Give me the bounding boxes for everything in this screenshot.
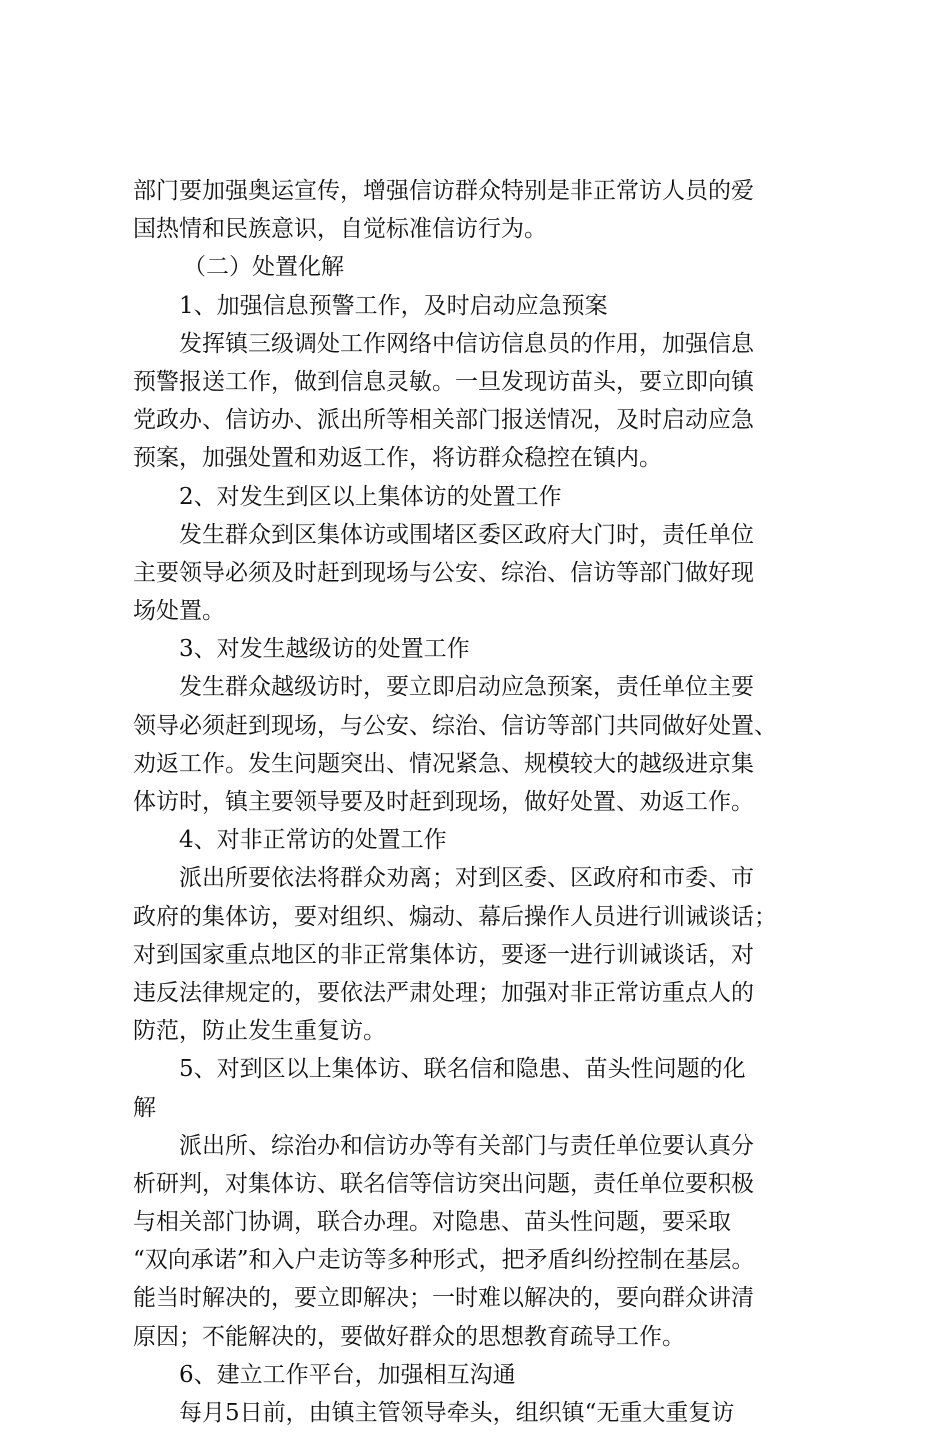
text-line: 派出所、综治办和信访办等有关部门与责任单位要认真分 [179,1132,754,1159]
text-line: 部门要加强奥运宣传，增强信访群众特别是非正常访人员的爱 [133,178,754,204]
text-line: 能当时解决的，要立即解决；一时难以解决的，要向群众讲清 [133,1285,754,1312]
text-line: 主要领导必须及时赶到现场与公安、综治、信访等部门做好现 [133,559,754,586]
text-line: 发挥镇三级调处工作网络中信访信息员的作用，加强信息 [179,330,754,357]
text-line: 每月5日前，由镇主管领导牵头，组织镇“无重大重复访 [179,1400,735,1426]
text-line: 3、对发生越级访的处置工作 [179,636,470,663]
text-line: 违反法律规定的，要依法严肃处理；加强对非正常访重点人的 [133,979,754,1006]
text-line: 解 [133,1094,156,1121]
text-line: 场处置。 [133,598,225,625]
text-line: 领导必须赶到现场，与公安、综治、信访等部门共同做好处置、 [133,712,777,739]
text-line: 6、建立工作平台，加强相互沟通 [179,1361,516,1388]
text-line: 与相关部门协调，联合办理。对隐患、苗头性问题，要采取 [133,1209,731,1236]
text-line: 党政办、信访办、派出所等相关部门报送情况，及时启动应急 [133,407,754,434]
text-line: 体访时，镇主要领导要及时赶到现场，做好处置、劝返工作。 [133,789,754,815]
text-line: 发生群众到区集体访或围堵区委区政府大门时，责任单位 [179,521,754,548]
text-line: 4、对非正常访的处置工作 [179,827,447,854]
text-line: 5、对到区以上集体访、联名信和隐患、苗头性问题的化 [179,1056,746,1083]
text-line: “双向承诺”和入户走访等多种形式，把矛盾纠纷控制在基层。 [133,1247,755,1274]
text-line: 1、加强信息预警工作，及时启动应急预案 [179,292,608,319]
text-line: 政府的集体访，要对组织、煽动、幕后操作人员进行训诫谈话； [133,903,777,930]
text-line: 析研判，对集体访、联名信等信访突出问题，责任单位要积极 [133,1170,754,1197]
text-line: 原因；不能解决的，要做好群众的思想教育疏导工作。 [133,1323,685,1350]
text-line: （二）处置化解 [183,254,344,281]
document-body [133,172,838,1432]
text-line: 预案，加强处置和劝返工作，将访群众稳控在镇内。 [133,445,662,472]
text-line: 对到国家重点地区的非正常集体访，要逐一进行训诫谈话，对 [133,941,754,968]
text-line: 国热情和民族意识，自觉标准信访行为。 [133,216,547,243]
text-line: 派出所要依法将群众劝离；对到区委、区政府和市委、市 [179,865,754,892]
text-line: 劝返工作。发生问题突出、情况紧急、规模较大的越级进京集 [133,750,754,777]
text-line: 防范，防止发生重复访。 [133,1018,386,1045]
text-line: 2、对发生到区以上集体访的处置工作 [179,483,562,510]
text-line: 预警报送工作，做到信息灵敏。一旦发现访苗头，要立即向镇 [133,368,754,395]
text-line: 发生群众越级访时，要立即启动应急预案，责任单位主要 [179,674,754,701]
